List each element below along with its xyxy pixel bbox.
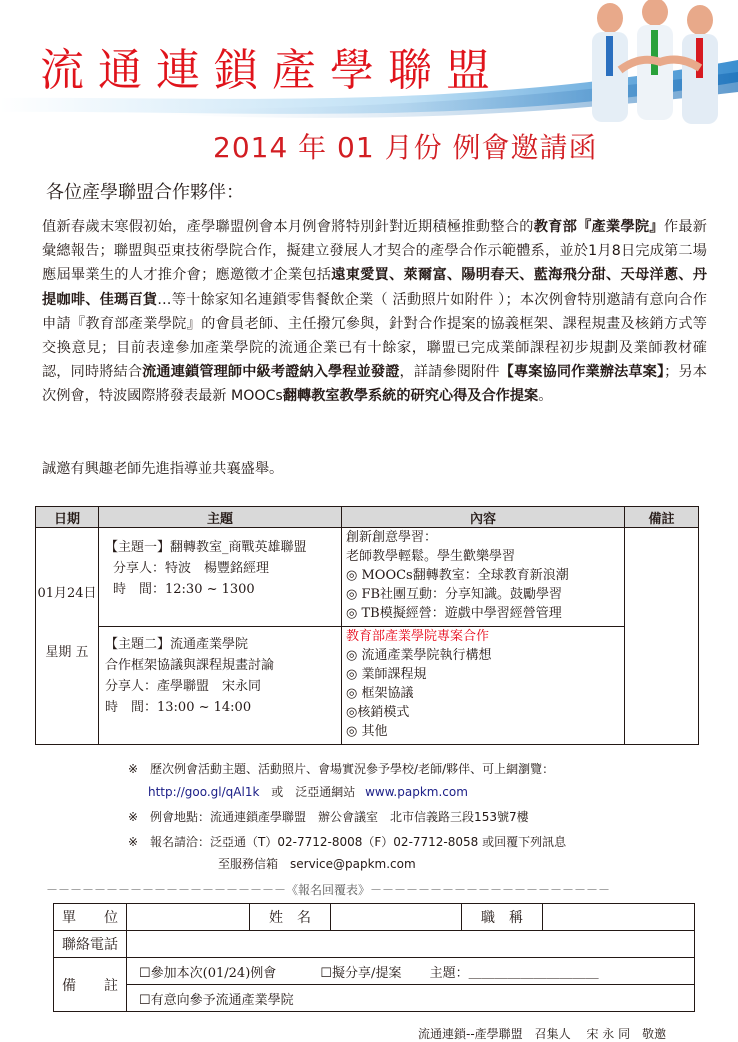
- content1-cell: [342, 528, 625, 627]
- topic1-speaker: 分享人：特波 楊豐銘經理: [113, 561, 270, 576]
- topic2-cell: [99, 627, 342, 745]
- goo-link[interactable]: http://goo.gl/qAl1k: [148, 785, 260, 799]
- col-topic: 主題: [99, 507, 342, 528]
- col-date: 日期: [36, 507, 99, 528]
- letter-body: 值新春歲末寒假初始，產學聯盟例會本月例會將特別針對近期積極推動整合的教育部『產業學院』作最新彙總報告；聯盟與亞東技術學院合作，擬建立發展人才契合的產學合作示範體系，並於1月8日完成第二場應屆畢業生的人才推介會；應邀徵才企業包括遠東愛買、萊爾富、陽明春天、藍海飛分甜、天母洋蔥、丹提咖啡、佳瑪百貨…等十餘家知名連鎖零售餐飲企業（ 活動照片如附件 ）；本次例會特別邀請有意向合作申請『教育部產業學院』的會員老師、主任撥冗參與，針對合作提案的協義框架、課程規畫及核銷方式等交換意見；目前表達參加產業學院的流通企業已有十餘家，聯盟已完成業師課程初步規劃及業師教材確認，同時將結合流通連鎖管理師中級考證納入學程並發證，詳請參閱附件【專案協同作業辦法草案】；另本次例會，特波國際將發表最新 MOOCs翻轉教室教學系統的研究心得及合作提案。: [42, 219, 707, 405]
- unit-field[interactable]: [127, 904, 250, 931]
- title-label: 職 稱: [462, 904, 543, 931]
- topic1-cell: [99, 528, 342, 627]
- topic2-time: 時 間：13:00 ~ 14:00: [105, 700, 252, 715]
- remark-options-row-2: [127, 985, 695, 1012]
- title-field[interactable]: [543, 904, 695, 931]
- phone-label: 聯絡電話: [54, 931, 127, 958]
- content2-line: ◎ 業師課程規: [346, 667, 427, 682]
- closing-line: 誠邀有興趣老師先進指導並共襄盛舉。: [42, 461, 284, 477]
- note-links: [148, 783, 468, 800]
- page-subtitle: 2014 年 01 月份 例會邀請函: [213, 131, 598, 164]
- name-label: 姓 名: [250, 904, 331, 931]
- topic2-subtitle: 合作框架協議與課程規畫討論: [105, 658, 275, 673]
- content2-line: ◎ 框架協議: [346, 686, 414, 701]
- content1-line: 老師教學輕鬆。學生歡樂學習: [346, 549, 516, 564]
- page-title: 流通連鎖產學聯盟: [40, 45, 504, 96]
- content1-line: ◎ TB模擬經營：遊戲中學習經營管理: [346, 606, 562, 621]
- content2-line: ◎核銷模式: [346, 705, 410, 720]
- topic1-title: 【主題一】翻轉教室_商戰英雄聯盟: [105, 540, 307, 555]
- note-or: 或 泛亞通網站: [271, 785, 356, 799]
- remark-options-row: [127, 958, 695, 985]
- phone-field[interactable]: [127, 931, 695, 958]
- topic1-time: 時 間：12:30 ~ 1300: [113, 582, 255, 597]
- note-history: ※ 歷次例會活動主題、活動照片、會場實況參予學校/老師/夥伴、可上網瀏覽：: [128, 762, 555, 776]
- content1-line: ◎ MOOCs翻轉教室：全球教育新浪潮: [346, 568, 569, 583]
- share-proposal-checkbox[interactable]: ☐擬分享/提案: [320, 965, 402, 981]
- signoff: 流通連鎖--產學聯盟 召集人 宋 永 同 敬邀: [418, 1027, 667, 1041]
- papkm-link[interactable]: www.papkm.com: [365, 785, 468, 799]
- content1-line: ◎ FB社團互動：分享知識。鼓勵學習: [346, 587, 563, 602]
- topic2-title: 【主題二】流通產業學院: [105, 637, 249, 652]
- topic-field[interactable]: 主題：＿＿＿＿＿＿＿＿＿＿: [429, 965, 599, 981]
- content1-line: 創新創意學習：: [346, 530, 438, 545]
- join-meeting-checkbox[interactable]: ☐參加本次(01/24)例會: [139, 965, 277, 981]
- note-email: 至服務信箱 service@papkm.com: [218, 857, 416, 871]
- date-cell: [36, 528, 99, 745]
- reply-divider: －－－－－－－－－－－－－－－－－－－－《報名回覆表》－－－－－－－－－－－－－－－－－－－－: [46, 883, 611, 897]
- reply-form: [53, 903, 695, 1012]
- remark-label: 備 註: [54, 958, 127, 1012]
- event-weekday: 星期 五: [45, 645, 89, 660]
- col-remark: 備註: [625, 507, 699, 528]
- note-location: ※ 例會地點：流通連鎖產學聯盟 辦公會議室 北市信義路三段153號7樓: [128, 810, 529, 824]
- content2-title: 教育部產業學院專案合作: [346, 629, 490, 644]
- unit-label: 單 位: [54, 904, 127, 931]
- note-contact: ※ 報名請洽：泛亞通（T）02-7712-8008（F）02-7712-8058 或回覆下列訊息: [128, 835, 567, 849]
- col-content: 內容: [342, 507, 625, 528]
- join-academy-checkbox[interactable]: ☐有意向參予流通產業學院: [139, 992, 294, 1008]
- name-field[interactable]: [331, 904, 462, 931]
- content2-cell: [342, 627, 625, 745]
- topic2-speaker: 分享人：產學聯盟 宋永同: [105, 679, 262, 694]
- event-date: 01月24日: [37, 586, 97, 601]
- remark-cell: [625, 528, 699, 745]
- business-people-icon: [592, 0, 718, 124]
- schedule-table: [35, 506, 699, 745]
- content2-line: ◎ 其他: [346, 724, 388, 739]
- greeting: 各位產學聯盟合作夥伴：: [46, 182, 244, 203]
- content2-line: ◎ 流通產業學院執行構想: [346, 648, 492, 663]
